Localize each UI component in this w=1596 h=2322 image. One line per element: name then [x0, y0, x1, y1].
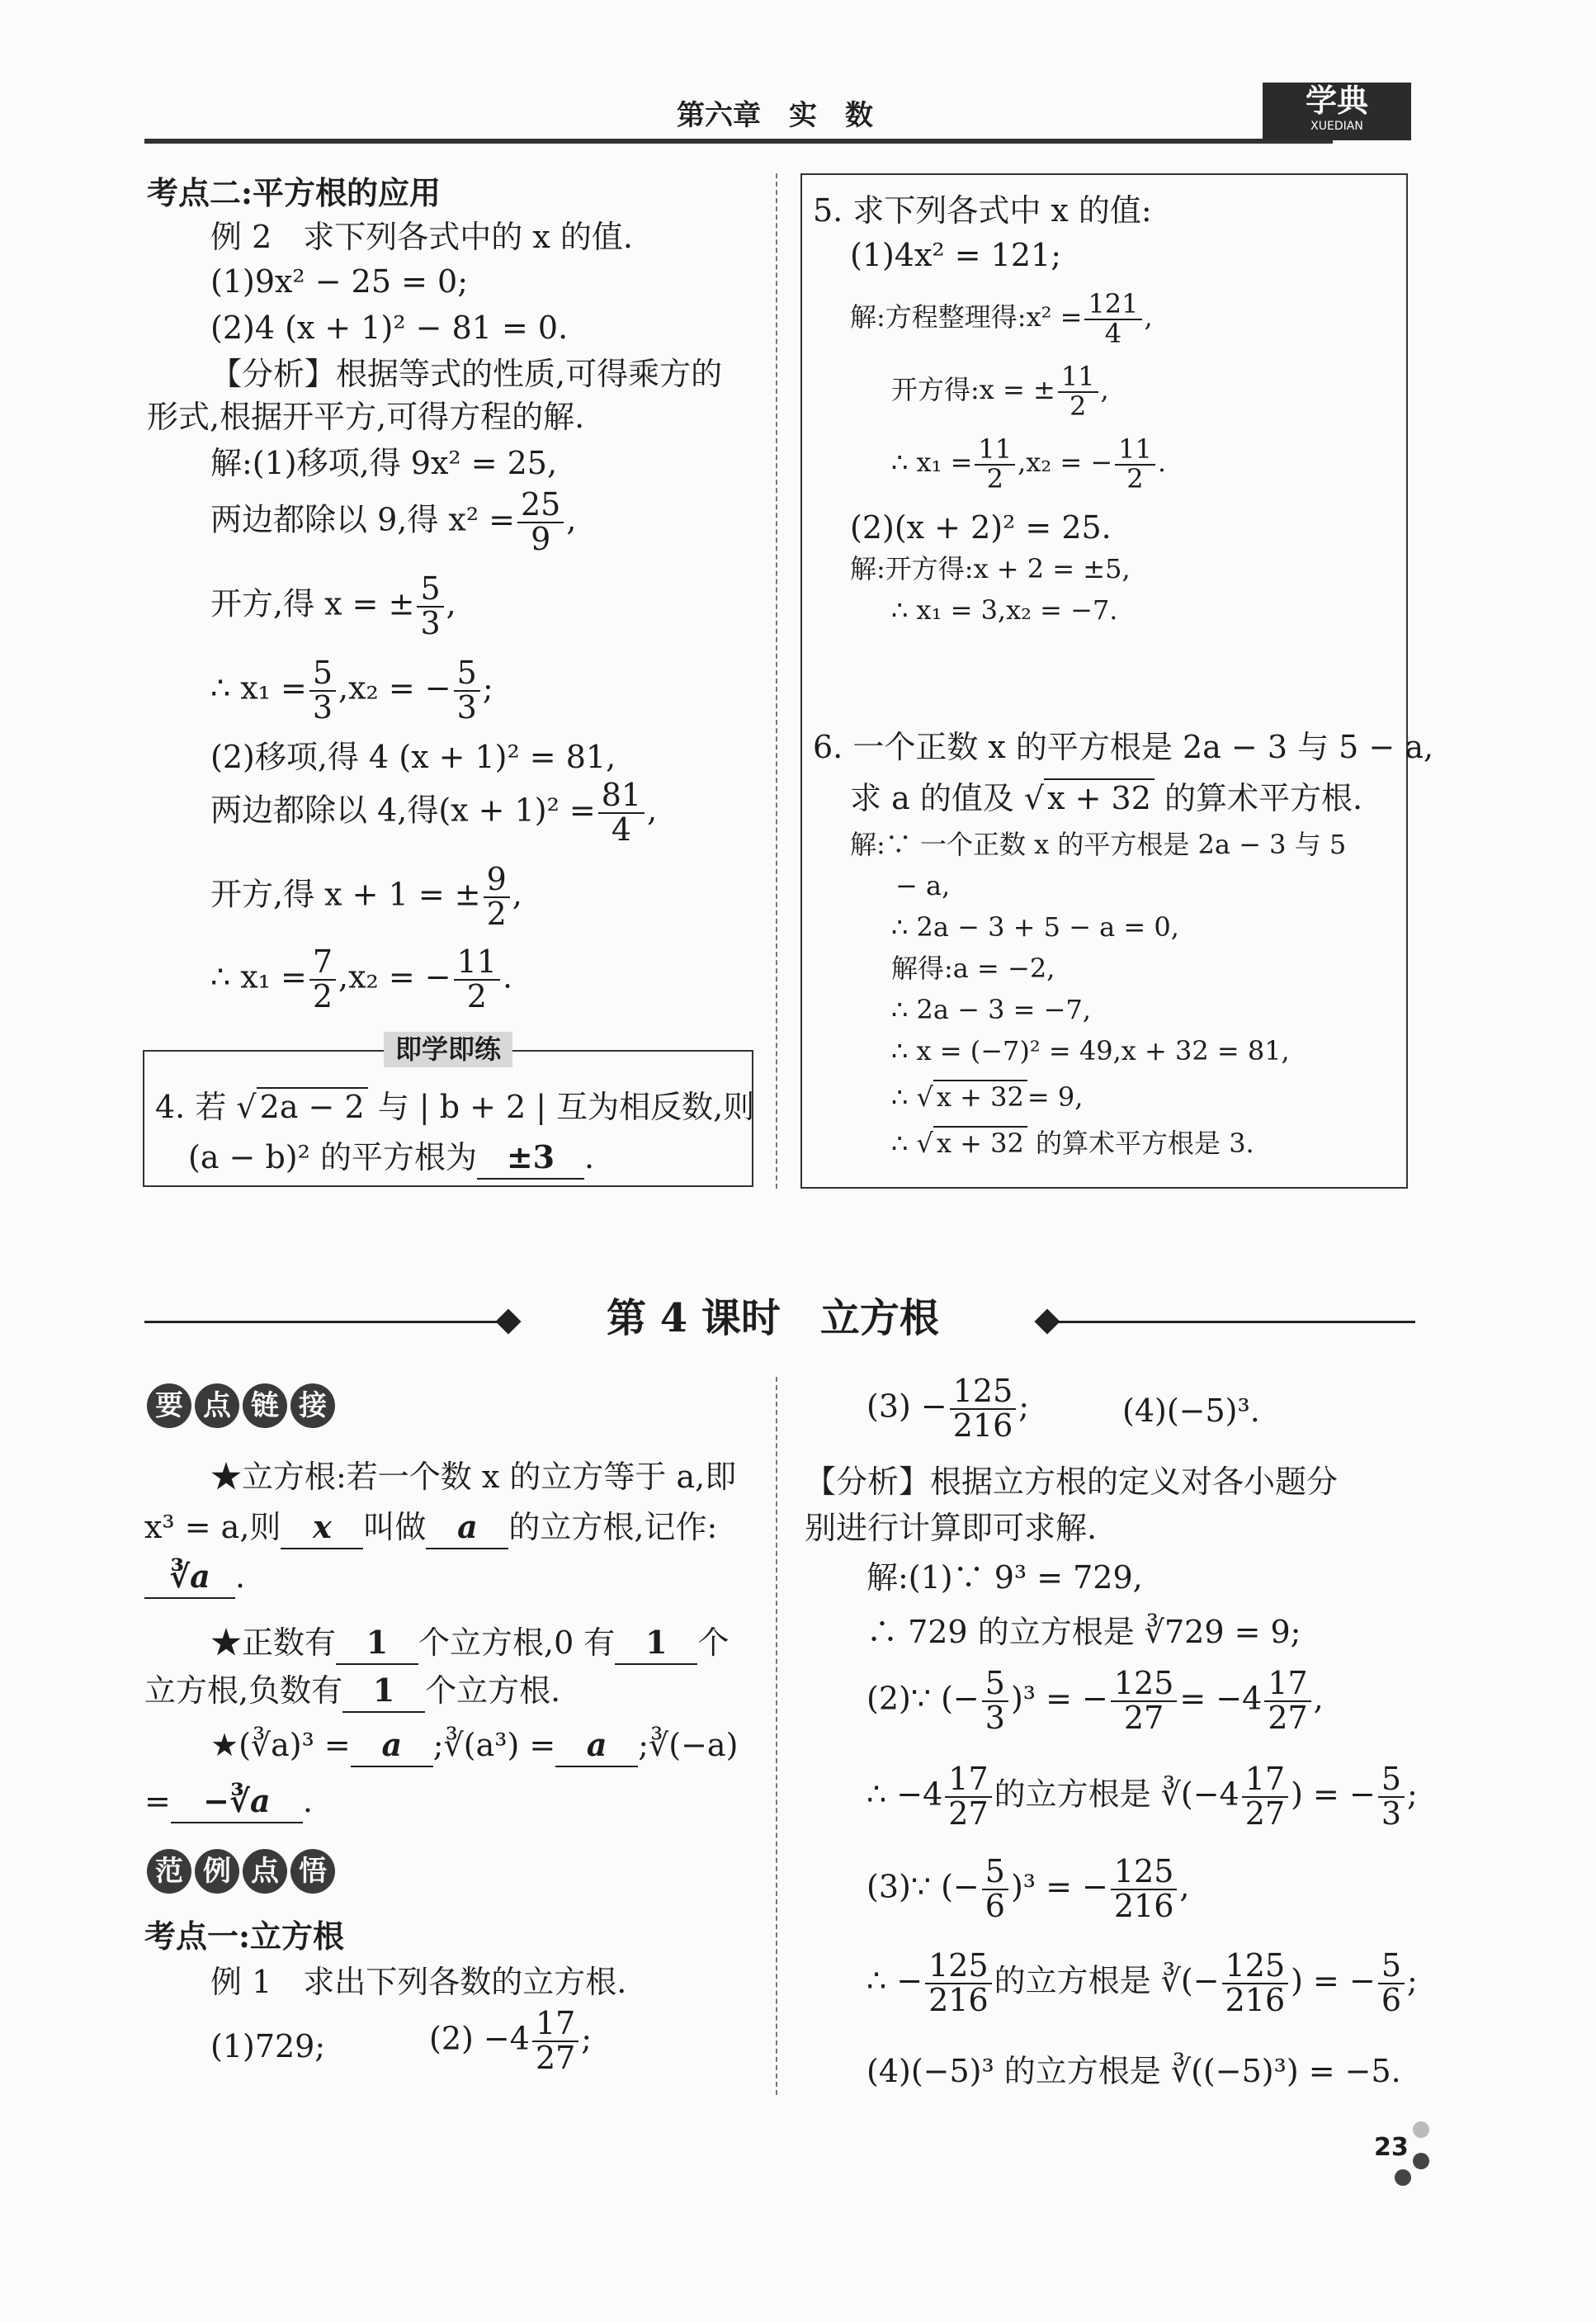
q6-line1: 6. 一个正数 x 的平方根是 2a − 3 与 5 − a, — [813, 729, 1434, 765]
header-rule — [144, 139, 1333, 144]
def-line5: 立方根,负数有 1 个立方根. — [144, 1669, 560, 1713]
lesson-title: 第 4 课时 立方根 — [607, 1295, 939, 1341]
ex2-solution-3: 开方,得 x = ± $\frac{5}{3}$ , — [210, 570, 456, 641]
chapter-title: 第六章 实 数 — [677, 99, 873, 132]
def-line7: = −∛a . — [144, 1780, 313, 1823]
def-line2: x³ = a,则 x 叫做 a 的立方根,记作: — [144, 1506, 717, 1549]
def-line6: ★(∛a)³ = a ;∛(a³) = a ;∛(−a) — [210, 1724, 738, 1767]
q6-sol4: 解得:a = −2, — [891, 953, 1055, 984]
q6-sol3: ∴ 2a − 3 + 5 − a = 0, — [891, 911, 1179, 943]
ex1-part3: (3) − $\frac{125}{216}$ ; — [866, 1373, 1030, 1444]
q5-sol4: 解:开方得:x + 2 = ±5, — [850, 553, 1131, 584]
sol-3: (2)∵ (− $\frac{5}{3}$ )³ = − $\frac{125}{27}$ = −4 $\frac{17}{27}$ , — [866, 1665, 1324, 1736]
ex2-part1: (1)9x² − 25 = 0; — [210, 263, 468, 300]
q4-line1: 4. 若 √ 2a − 2 与 | b + 2 | 互为相反数,则 — [155, 1089, 755, 1125]
sol-6: ∴ − $\frac{125}{216}$ 的立方根是 ∛(− $\frac{125}{216}$ ) = − $\frac{5}{6}$ ; — [866, 1947, 1418, 2018]
analysis-1: 【分析】根据立方根的定义对各小题分 — [805, 1464, 1339, 1500]
hexagon-dot-icon — [1413, 2153, 1429, 2169]
sol-4: ∴ −4 $\frac{17}{27}$ 的立方根是 ∛(−4 $\frac{17}{27}$ ) = − $\frac{5}{3}$ ; — [866, 1761, 1418, 1832]
hexagon-dot-icon — [1395, 2169, 1411, 2186]
ex2-solution-2: 两边都除以 9,得 x² = $\frac{25}{9}$ , — [210, 486, 577, 557]
sol-1: 解:(1)∵ 9³ = 729, — [866, 1559, 1143, 1596]
q5-sol2: 开方得:x = ± $\frac{11}{2}$ , — [891, 361, 1109, 422]
ex2-solution-4: ∴ x₁ = $\frac{5}{3}$ ,x₂ = − $\frac{5}{3}$ ; — [210, 655, 493, 726]
ex2-solution-6: 两边都除以 4,得(x + 1)² = $\frac{81}{4}$ , — [210, 777, 658, 848]
q6-sol5: ∴ 2a − 3 = −7, — [891, 994, 1091, 1025]
ex2-analysis-1: 【分析】根据等式的性质,可得乘方的 — [210, 356, 723, 392]
q5-part2: (2)(x + 2)² = 25. — [850, 509, 1112, 546]
kd1-title: 考点一:立方根 — [144, 1918, 345, 1955]
q5-sol5: ∴ x₁ = 3,x₂ = −7. — [891, 594, 1118, 626]
diamond-left-icon — [495, 1308, 521, 1334]
section-examples: 范 例 点 悟 — [147, 1849, 338, 1894]
page-number: 23 — [1374, 2133, 1409, 2162]
ex1-part4: (4)(−5)³. — [1122, 1393, 1260, 1429]
analysis-2: 别进行计算即可求解. — [805, 1510, 1098, 1546]
q4-line2: (a − b)² 的平方根为 ±3 . — [188, 1136, 594, 1180]
ex2-part2: (2)4 (x + 1)² − 81 = 0. — [210, 310, 569, 346]
def-line1: ★立方根:若一个数 x 的立方等于 a,即 — [210, 1459, 737, 1495]
hexagon-dot-icon — [1413, 2121, 1429, 2138]
q6-sol2: − a, — [895, 870, 951, 901]
q5-title: 5. 求下列各式中 x 的值: — [813, 192, 1152, 229]
section-key-points: 要 点 链 接 — [147, 1383, 338, 1428]
q6-line2: 求 a 的值及 √ x + 32 的算术平方根. — [850, 780, 1363, 816]
column-divider — [776, 173, 777, 1189]
ex2-solution-8: ∴ x₁ = $\frac{7}{2}$ ,x₂ = − $\frac{11}{2}$ . — [210, 943, 513, 1014]
sol-2: ∴ 729 的立方根是 ∛729 = 9; — [866, 1614, 1301, 1650]
title-rule-left — [144, 1321, 508, 1323]
ex2-solution-5: (2)移项,得 4 (x + 1)² = 81, — [210, 739, 616, 775]
def-line3: ∛a . — [144, 1555, 245, 1599]
ex2-solution-7: 开方,得 x + 1 = ± $\frac{9}{2}$ , — [210, 861, 522, 932]
q5-sol3: ∴ x₁ = $\frac{11}{2}$ ,x₂ = − $\frac{11}{2}$ . — [891, 433, 1167, 494]
ex2-question: 例 2 求下列各式中的 x 的值. — [210, 219, 633, 255]
sol-7: (4)(−5)³ 的立方根是 ∛((−5)³) = −5. — [866, 2053, 1401, 2089]
q6-sol6: ∴ x = (−7)² = 49,x + 32 = 81, — [891, 1035, 1290, 1066]
def-line4: ★正数有 1 个立方根,0 有 1 个 — [210, 1621, 729, 1665]
practice-tag: 即学即练 — [384, 1032, 512, 1067]
q6-sol1: 解:∵ 一个正数 x 的平方根是 2a − 3 与 5 — [850, 829, 1347, 860]
ex2-solution-1: 解:(1)移项,得 9x² = 25, — [210, 445, 558, 481]
ex1-question: 例 1 求出下列各数的立方根. — [210, 1964, 627, 2000]
kd2-title: 考点二:平方根的应用 — [147, 174, 441, 211]
ex1-part1: (1)729; — [210, 2028, 326, 2064]
publisher-logo: 学典 XUEDIAN — [1263, 83, 1411, 140]
sol-5: (3)∵ (− $\frac{5}{6}$ )³ = − $\frac{125}{216}$ , — [866, 1853, 1190, 1924]
column-divider-2 — [776, 1377, 777, 2095]
q5-part1: (1)4x² = 121; — [850, 237, 1061, 273]
q5-sol1: 解:方程整理得:x² = $\frac{121}{4}$ , — [850, 288, 1153, 349]
ex1-part2: (2) −4 $\frac{17}{27}$ ; — [429, 2005, 593, 2076]
title-rule-right — [1052, 1321, 1415, 1323]
q6-sol8: ∴ √ x + 32 的算术平方根是 3. — [891, 1128, 1254, 1159]
ex2-analysis-2: 形式,根据开平方,可得方程的解. — [147, 399, 585, 435]
q6-sol7: ∴ √ x + 32 = 9, — [891, 1081, 1084, 1113]
